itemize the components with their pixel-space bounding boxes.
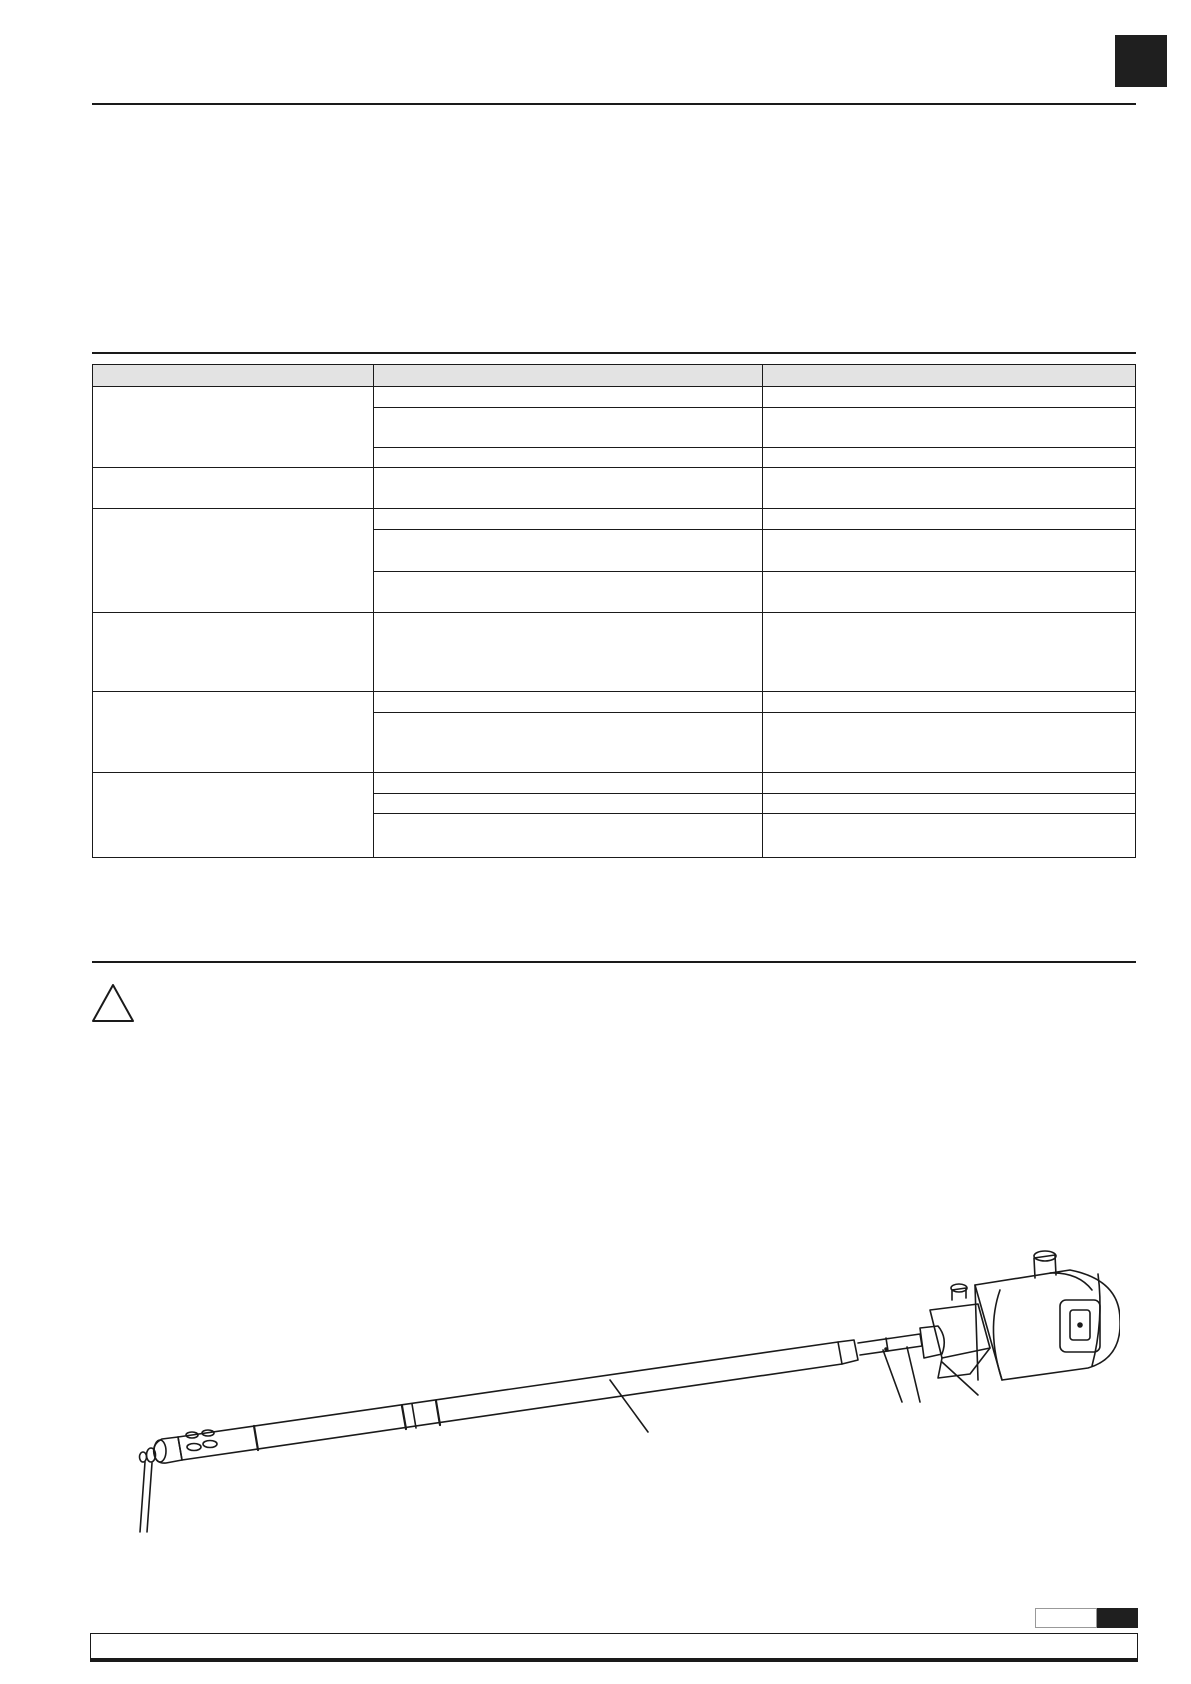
table-subrow [374,712,1135,713]
section-marker [1097,1608,1138,1628]
table-row [93,772,1135,773]
table-subrow [374,447,1135,448]
table-row [93,467,1135,468]
troubleshooting-table [92,364,1136,858]
pump-tube [178,1342,842,1460]
table-subrow [374,793,1135,794]
table-row [93,691,1135,692]
page-number-box [1035,1608,1097,1628]
header-rule [92,103,1136,105]
footer-bar [90,1633,1138,1659]
table-subrow [374,407,1135,408]
nut-part [140,1452,147,1462]
column-divider [762,365,763,857]
section-rule-troubleshooting [92,352,1136,354]
table-subrow [374,571,1135,572]
warning-triangle-icon [90,982,136,1024]
table-row [93,508,1135,509]
drive-shaft [858,1334,922,1355]
chapter-tab [1115,35,1167,87]
table-subrow [374,529,1135,530]
table-row [93,612,1135,613]
pump-tube-drawing [130,1230,1120,1550]
column-divider [373,365,374,857]
section-rule-drawing [92,961,1136,963]
pump-head [930,1304,990,1358]
table-header [93,365,1135,387]
table-subrow [374,813,1135,814]
footer-rule [90,1659,1138,1662]
